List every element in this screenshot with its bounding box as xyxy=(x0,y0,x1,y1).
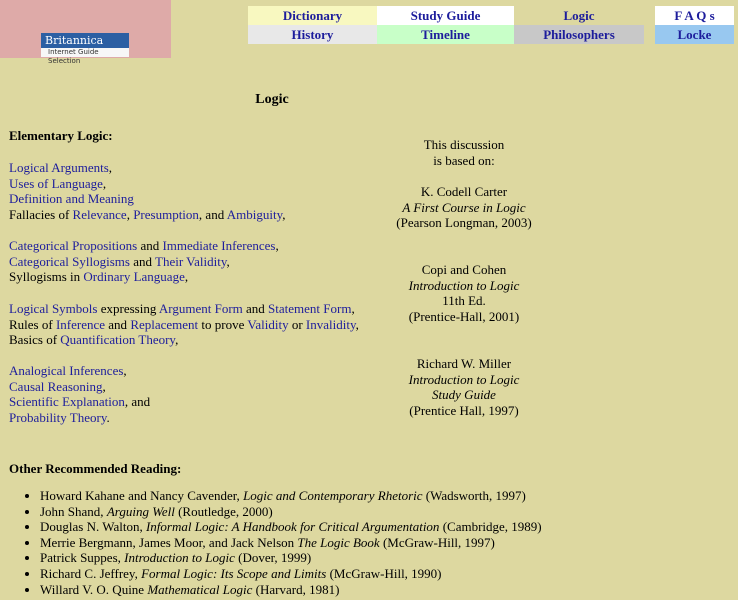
source-copi-cohen xyxy=(380,262,548,324)
topic-group-1: Logical Arguments, Uses of Language, Definition and Meaning Fallacies of Relevance, Presumption, and Ambiguity, xyxy=(9,160,286,222)
topic-group-2: Categorical Propositions and Immediate Inferences, Categorical Syllogisms and Their Validity, Syllogisms in Ordinary Language, xyxy=(9,238,279,285)
link-relevance[interactable]: Relevance xyxy=(72,206,127,222)
list-item xyxy=(40,519,542,535)
source-edition: 11th Ed. xyxy=(442,293,486,309)
source-author: Richard W. Miller xyxy=(416,356,512,371)
link-their-validity[interactable]: Their Validity xyxy=(155,253,227,269)
nav-logic[interactable]: Logic xyxy=(514,6,644,25)
list-item xyxy=(40,535,542,551)
text-rules-of: Rules of xyxy=(9,316,56,332)
link-invalidity[interactable]: Invalidity xyxy=(305,316,356,332)
reading-publisher: (Cambridge, 1989) xyxy=(439,519,542,535)
source-author: K. Codell Carter xyxy=(420,184,508,199)
reading-author: Willard V. O. Quine xyxy=(40,581,148,597)
reading-publisher: (McGraw-Hill, 1997) xyxy=(379,534,495,550)
link-causal-reasoning[interactable]: Causal Reasoning xyxy=(9,378,103,394)
link-validity[interactable]: Validity xyxy=(247,316,289,332)
britannica-badge[interactable] xyxy=(41,33,129,65)
nav-philosophers[interactable]: Philosophers xyxy=(514,25,644,44)
reading-author: Richard C. Jeffrey, xyxy=(40,565,142,581)
topic-group-4: Analogical Inferences, Causal Reasoning, Scientific Explanation, and Probability Theory. xyxy=(9,363,151,425)
reading-author: Patrick Suppes, xyxy=(40,550,125,566)
reading-title: Arguing Well xyxy=(106,503,175,519)
link-inference[interactable]: Inference xyxy=(55,316,106,332)
reading-publisher: (McGraw-Hill, 1990) xyxy=(326,565,442,581)
link-argument-form[interactable]: Argument Form xyxy=(158,301,243,316)
list-item xyxy=(40,566,542,582)
list-item xyxy=(40,504,542,520)
nav-history[interactable]: History xyxy=(248,25,377,44)
link-statement-form[interactable]: Statement Form xyxy=(268,301,352,316)
nav-timeline[interactable]: Timeline xyxy=(377,25,514,44)
source-title: Introduction to Logic xyxy=(408,371,520,387)
text-fallacies-of: Fallacies of xyxy=(9,206,73,222)
source-title-2: Study Guide xyxy=(432,387,496,403)
text-and: and xyxy=(105,316,131,332)
reading-author: Douglas N. Walton, xyxy=(40,519,146,535)
text-and: and xyxy=(129,253,156,269)
reading-publisher: (Harvard, 1981) xyxy=(252,581,340,597)
reading-author: John Shand, xyxy=(40,503,107,519)
source-miller xyxy=(380,356,548,418)
page-title: Logic xyxy=(255,92,289,107)
link-ambiguity[interactable]: Ambiguity xyxy=(226,206,283,222)
text-and: and xyxy=(137,238,163,253)
link-scientific-explanation[interactable]: Scientific Explanation xyxy=(9,394,125,410)
link-categorical-propositions[interactable]: Categorical Propositions xyxy=(9,238,138,253)
text-syllogisms-in: Syllogisms in xyxy=(9,269,84,285)
link-logical-symbols[interactable]: Logical Symbols xyxy=(9,301,98,316)
link-logical-arguments[interactable]: Logical Arguments xyxy=(9,160,109,175)
reading-title: Informal Logic: A Handbook for Critical Argumentation xyxy=(145,519,440,535)
britannica-badge-subtitle: Internet Guide Selection xyxy=(41,48,129,57)
source-author: Copi and Cohen xyxy=(421,262,507,277)
text-basics-of: Basics of xyxy=(9,332,61,348)
text-and: , and xyxy=(198,206,227,222)
reading-author: Merrie Bergmann, James Moor, and Jack Nelson xyxy=(40,534,298,550)
link-ordinary-language[interactable]: Ordinary Language xyxy=(83,269,185,285)
topic-group-3: Logical Symbols expressing Argument Form and Statement Form, Rules of Inference and Replacement to prove Validity or Invalidity, Basics of Quantification Theory, xyxy=(9,301,359,348)
link-presumption[interactable]: Presumption xyxy=(133,206,199,222)
link-immediate-inferences[interactable]: Immediate Inferences xyxy=(162,238,276,253)
text-and: and xyxy=(242,301,269,316)
link-categorical-syllogisms[interactable]: Categorical Syllogisms xyxy=(9,253,130,269)
source-title: Introduction to Logic xyxy=(408,277,520,293)
source-title: A First Course in Logic xyxy=(402,199,526,215)
link-definition-and-meaning[interactable]: Definition and Meaning xyxy=(9,191,134,207)
source-carter xyxy=(380,184,548,231)
home-cell xyxy=(0,0,171,65)
intro-line-1: This discussion xyxy=(423,137,505,152)
text-to-prove: to prove xyxy=(198,316,248,332)
intro-line-2: is based on: xyxy=(433,152,495,168)
elementary-logic-heading: Elementary Logic: xyxy=(9,128,113,143)
list-item xyxy=(40,488,542,504)
reading-title: Formal Logic: Its Scope and Limits xyxy=(141,565,327,581)
nav-faqs[interactable]: F A Q s xyxy=(655,6,734,25)
other-reading-heading: Other Recommended Reading: xyxy=(9,461,182,476)
text-expressing: expressing xyxy=(97,301,159,316)
sources-intro xyxy=(380,137,548,168)
reading-title: Logic and Contemporary Rhetoric xyxy=(243,488,423,503)
text-and: , and xyxy=(124,394,151,410)
link-probability-theory[interactable]: Probability Theory xyxy=(9,409,107,425)
nav-study-guide[interactable]: Study Guide xyxy=(377,6,514,25)
reading-list xyxy=(0,488,542,597)
nav-locke[interactable]: Locke xyxy=(655,25,734,44)
list-item xyxy=(40,550,542,566)
reading-title: The Logic Book xyxy=(297,534,380,550)
reading-title: Introduction to Logic xyxy=(124,550,235,566)
reading-publisher: (Routledge, 2000) xyxy=(174,503,273,519)
link-analogical-inferences[interactable]: Analogical Inferences xyxy=(9,363,124,378)
nav-dictionary[interactable]: Dictionary xyxy=(248,6,377,25)
reading-publisher: (Wadsworth, 1997) xyxy=(422,488,526,503)
list-item xyxy=(40,582,542,598)
link-replacement[interactable]: Replacement xyxy=(130,316,199,332)
britannica-badge-name: Britannica xyxy=(45,34,104,47)
link-uses-of-language[interactable]: Uses of Language xyxy=(9,175,103,191)
source-publisher: (Prentice-Hall, 2001) xyxy=(408,308,520,324)
source-publisher: (Pearson Longman, 2003) xyxy=(396,215,532,231)
text-or: or xyxy=(288,316,306,332)
link-quantification-theory[interactable]: Quantification Theory xyxy=(60,332,176,348)
source-publisher: (Prentice Hall, 1997) xyxy=(409,402,519,418)
reading-author: Howard Kahane and Nancy Cavender, xyxy=(40,488,244,503)
reading-title: Mathematical Logic xyxy=(147,581,253,597)
reading-publisher: (Dover, 1999) xyxy=(234,550,312,566)
